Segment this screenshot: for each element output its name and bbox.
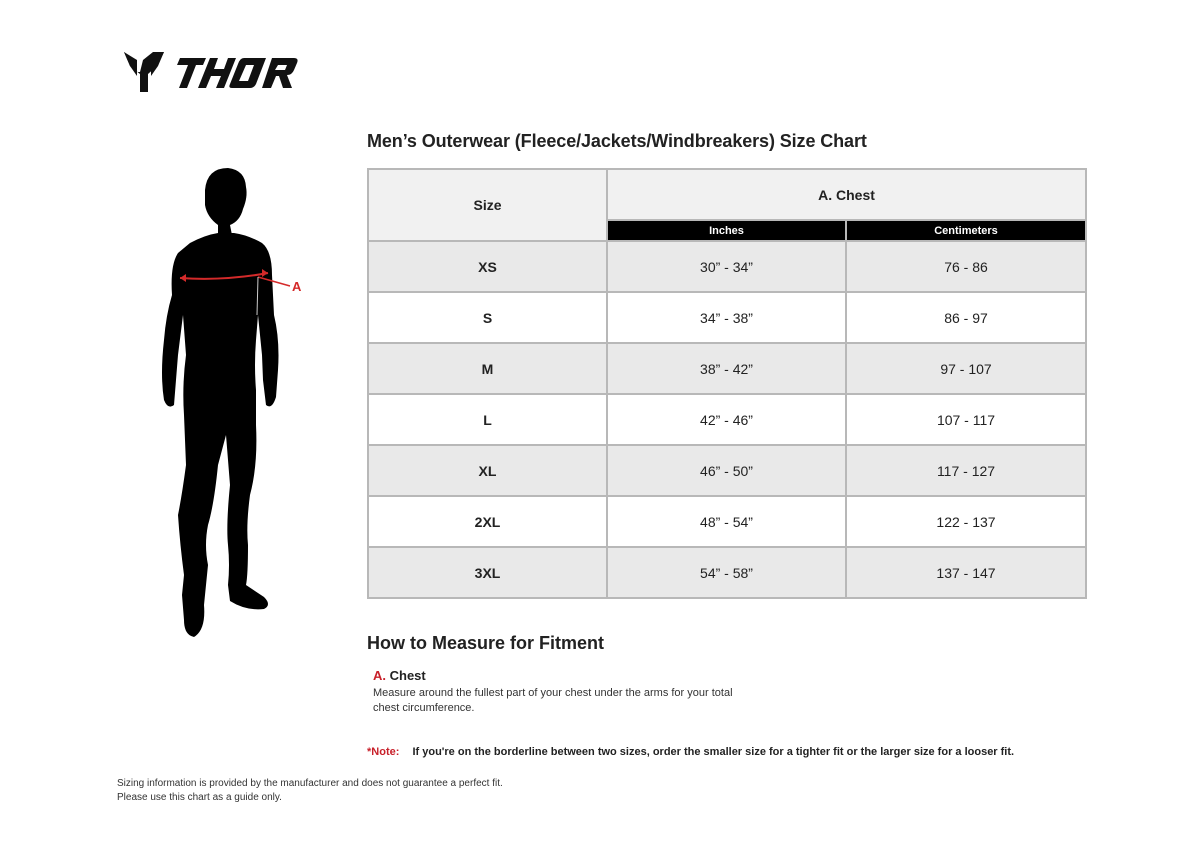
inches-cell: 38” - 42” (607, 343, 846, 394)
table-row (368, 547, 1086, 598)
inches-cell: 46” - 50” (607, 445, 846, 496)
table-header-row (368, 169, 1086, 220)
table-row (368, 445, 1086, 496)
size-cell: XL (368, 445, 607, 496)
measure-item-letter: A. (373, 668, 386, 683)
cm-cell: 86 - 97 (846, 292, 1086, 343)
note-label: *Note: (367, 746, 400, 758)
chest-marker-label: A (292, 279, 302, 294)
table-row (368, 292, 1086, 343)
table-row (368, 343, 1086, 394)
size-cell: 2XL (368, 496, 607, 547)
header-inches: Inches (607, 220, 846, 241)
disclaimer-line-1: Sizing information is provided by the manufacturer and does not guarantee a perfect fit. (117, 778, 503, 789)
body-figure (150, 165, 320, 645)
size-table (367, 168, 1087, 599)
table-row (368, 496, 1086, 547)
note-text: If you're on the borderline between two sizes, order the smaller size for a tighter fit or the larger size for a looser fit. (412, 746, 1015, 758)
inches-cell: 30” - 34” (607, 241, 846, 292)
table-row (368, 394, 1086, 445)
size-cell: L (368, 394, 607, 445)
cm-cell: 122 - 137 (846, 496, 1086, 547)
cm-cell: 117 - 127 (846, 445, 1086, 496)
size-cell: XS (368, 241, 607, 292)
disclaimer (117, 777, 537, 805)
body-silhouette-icon (150, 165, 320, 645)
header-size: Size (368, 169, 607, 241)
size-cell: 3XL (368, 547, 607, 598)
cm-cell: 137 - 147 (846, 547, 1086, 598)
header-chest: A. Chest (607, 169, 1086, 220)
inches-cell: 34” - 38” (607, 292, 846, 343)
disclaimer-line-2: Please use this chart as a guide only. (117, 792, 282, 803)
how-to-measure-title: How to Measure for Fitment (367, 633, 605, 653)
size-cell: S (368, 292, 607, 343)
cm-cell: 76 - 86 (846, 241, 1086, 292)
chart-title: Men’s Outerwear (Fleece/Jackets/Windbreakers) Size Chart (367, 131, 867, 151)
thor-logo (124, 50, 304, 96)
inches-cell: 54” - 58” (607, 547, 846, 598)
cm-cell: 107 - 117 (846, 394, 1086, 445)
cm-cell: 97 - 107 (846, 343, 1086, 394)
inches-cell: 42” - 46” (607, 394, 846, 445)
fit-note (367, 746, 1014, 758)
size-cell: M (368, 343, 607, 394)
table-row (368, 241, 1086, 292)
measure-item-heading (373, 668, 426, 683)
inches-cell: 48” - 54” (607, 496, 846, 547)
measure-item-description: Measure around the fullest part of your chest under the arms for your total chest circumference. (373, 687, 733, 714)
header-centimeters: Centimeters (846, 220, 1086, 241)
thor-wordmark-icon (174, 56, 300, 90)
measure-item-name: Chest (389, 668, 426, 683)
